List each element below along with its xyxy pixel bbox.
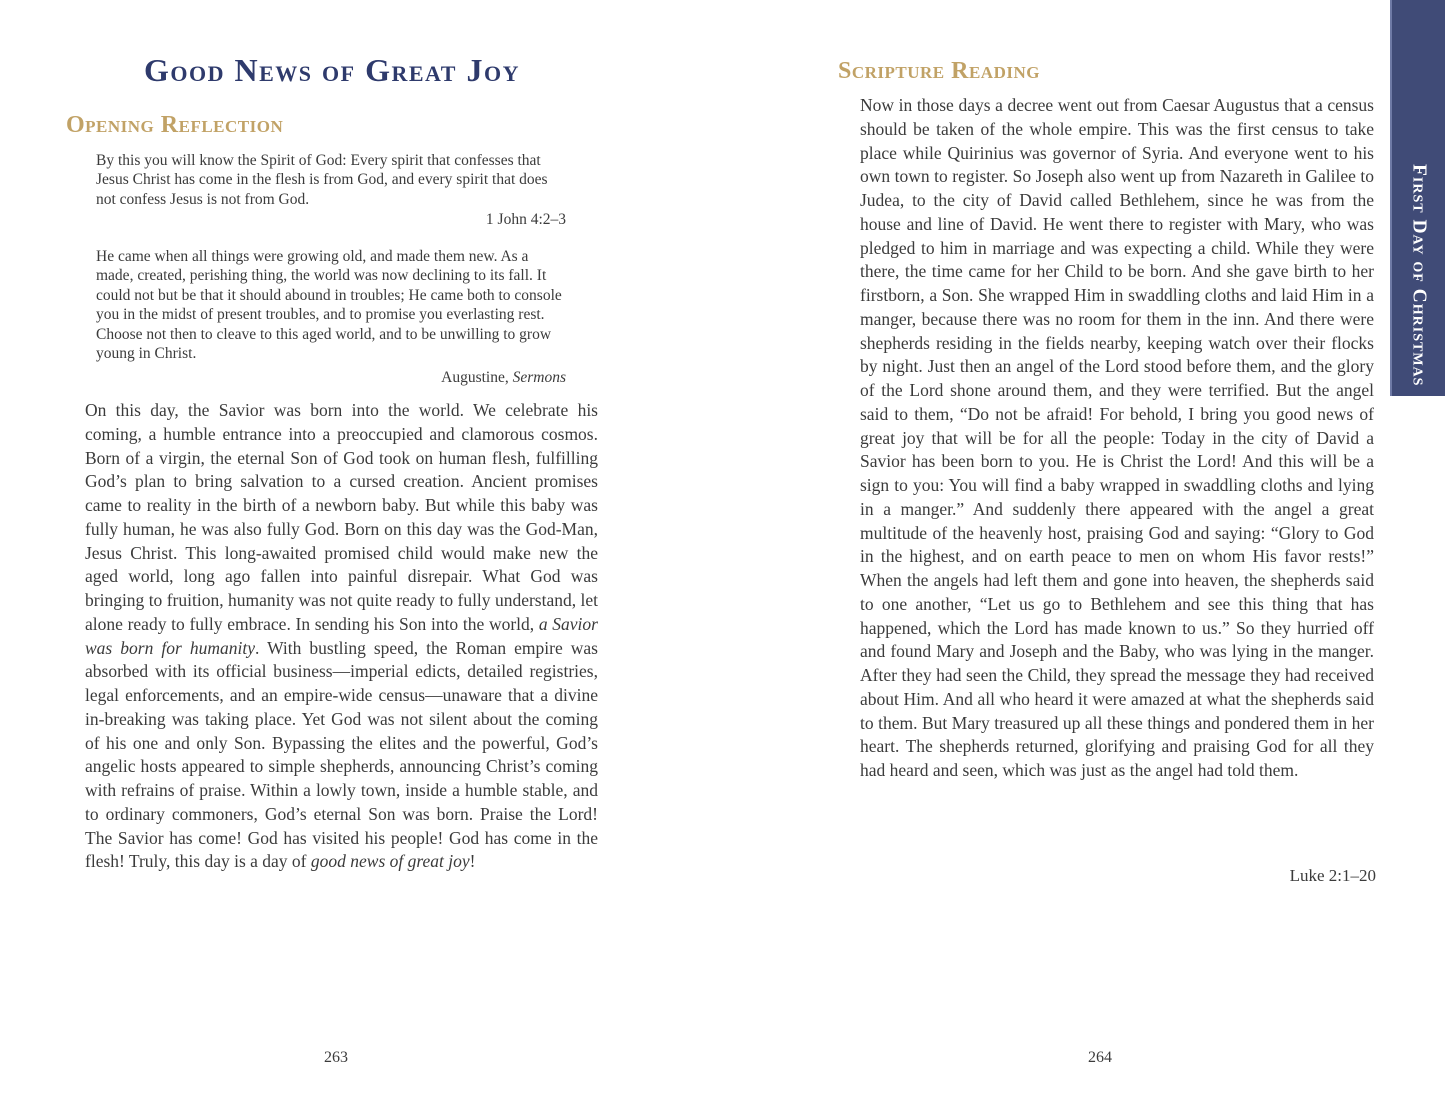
- reflection-segment-italic: a Savior was born for humanity: [85, 613, 598, 658]
- page-number-right: 264: [1088, 1049, 1112, 1066]
- opening-reflection-heading: Opening Reflection: [66, 112, 284, 138]
- augustine-epigraph: He came when all things were growing old, and made them new. As a made, created, perishing thing, the world was now declining to its fall. It could not but be that it should abound in troubles; He came both to console you in the midst of present troubles, and to promise you everlasting rest. Choose not then to cleave to this aged world, and to be unwilling to grow young in Christ.: [96, 248, 562, 363]
- chapter-title: Good News of Great Joy: [144, 52, 520, 88]
- scripture-passage: Now in those days a decree went out from Caesar Augustus that a census should be taken of the whole empire. This was the first census to take place while Quirinius was governor of Syria. And everyone went to his own town to register. So Joseph also went up from Nazareth in Galilee to Judea, to the city of David called Bethlehem, since he was from the house and line of David. He went there to register with Mary, who was pledged to him in marriage and was expecting a child. While they were there, the time came for her Child to be born. And she gave birth to her firstborn, a Son. She wrapped Him in swaddling cloths and laid Him in a manger, because there was no room for them in the inn. And there were shepherds residing in the fields nearby, keeping watch over their flocks by night. Just then an angel of the Lord stood before them, and the glory of the Lord shone around them, and they were terrified. But the angel said to them, “Do not be afraid! For behold, I bring you good news of great joy that will be for all the people: Today in the city of David a Savior has been born to you. He is Christ the Lord! And this will be a sign to you: You will find a baby wrapped in swaddling cloths and lying in a manger.” And suddenly there appeared with the angel a great multitude of the heavenly host, praising God and saying: “Glory to God in the highest, and on earth peace to men on whom His favor rests!” When the angels had left them and gone into heaven, the shepherds said to one another, “Let us go to Bethlehem and see this thing that has happened, which the Lord has made known to us.” So they hurried off and found Mary and Joseph and the Baby, who was lying in the manger. After they had seen the Child, they spread the message they had received about Him. And all who heard it were amazed at what the shepherds said to them. But Mary treasured up all these things and pondered them in her heart. The shepherds returned, glorifying and praising God for all they had heard and seen, which was just as the angel had told them.: [860, 95, 1374, 780]
- augustine-attribution: [96, 369, 566, 387]
- chapter-edge-tab-label: First Day of Christmas: [1408, 163, 1430, 386]
- reflection-segment-italic: good news of great joy: [310, 851, 470, 872]
- verse-epigraph: By this you will know the Spirit of God: Every spirit that confesses that Jesus Christ has come in the flesh is from God, and every spirit that does not confess Jesus is not from God.: [96, 152, 548, 208]
- chapter-edge-tab: [1390, 0, 1445, 396]
- scripture-reference: Luke 2:1–20: [1289, 866, 1376, 885]
- scripture-reading-heading: Scripture Reading: [838, 58, 1040, 84]
- reflection-segment: . With bustling speed, the Roman empire was absorbed with its official business—imperial edicts, detailed registries, legal enforcements, and an empire-wide census—unaware that a divine in-breaking was taking place. Yet God was not silent about the coming of his one and only Son. Bypassing the elites and the powerful, God’s angelic hosts appeared to simple shepherds, announcing Christ’s coming with refrains of praise. Within a lowly town, inside a humble stable, and to ordinary commoners, God’s eternal Son was born. Praise the Lord! The Savior has come! God has visited his people! God has come in the flesh! Truly, this day is a day of: [85, 637, 598, 872]
- page-number-left: 263: [324, 1049, 348, 1066]
- reflection-paragraph: [85, 399, 598, 874]
- verse-reference: 1 John 4:2–3: [485, 211, 566, 228]
- reflection-segment: !: [469, 851, 476, 872]
- reflection-segment: On this day, the Savior was born into the world. We celebrate his coming, a humble entrance into a preoccupied and clamorous cosmos. Born of a virgin, the eternal Son of God took on human flesh, fulfilling God’s plan to bring salvation to a cursed creation. Ancient promises came to reality in the birth of a newborn baby. But while this baby was fully human, he was also fully God. Born on this day was the God-Man, Jesus Christ. This long-awaited promised child would make new the aged world, long ago fallen into painful disrepair. What God was bringing to fruition, humanity was not quite ready to fully understand, let alone ready to fully embrace. In sending his Son into the world,: [85, 400, 598, 634]
- augustine-attribution-work: Sermons: [512, 369, 566, 386]
- augustine-attribution-name: Augustine,: [441, 369, 513, 386]
